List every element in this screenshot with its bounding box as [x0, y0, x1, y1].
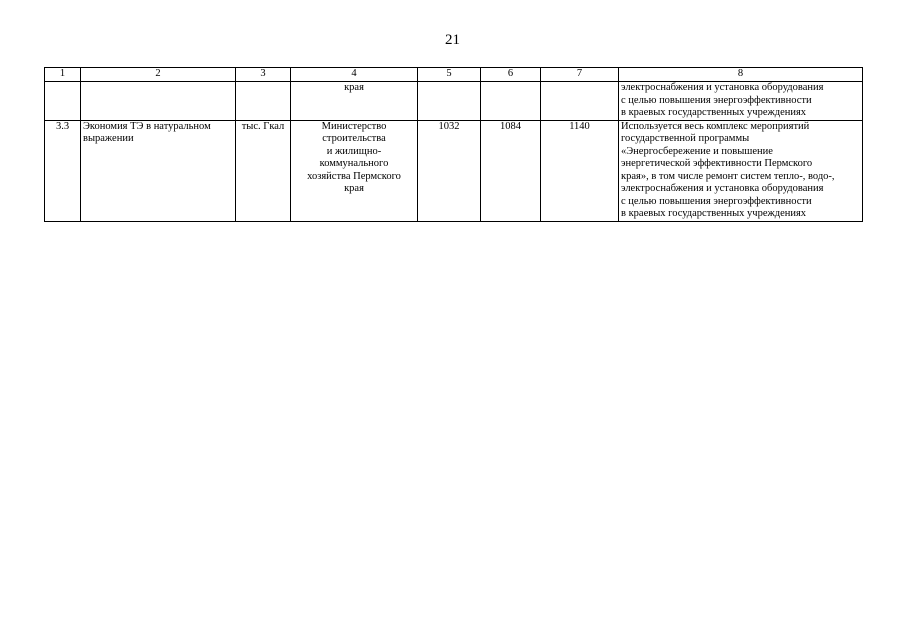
column-header: 5 [418, 68, 481, 82]
text-line: с целью повышения энергоэффективности [621, 94, 812, 106]
cell-responsible [291, 120, 418, 221]
text-line: Используется весь комплекс мероприятий [621, 120, 810, 132]
text-line: Экономия ТЭ в натуральном [83, 120, 211, 132]
column-header: 1 [45, 68, 81, 82]
text-line: выражении [83, 133, 134, 144]
cell-description [619, 120, 863, 221]
text-line: коммунального [319, 158, 389, 169]
text-line: с целью повышения энергоэффективности [621, 195, 812, 207]
cell-number: 3.3 [45, 120, 81, 221]
cell-value-7: 1140 [541, 120, 619, 221]
column-header: 6 [481, 68, 541, 82]
cell-value-6 [481, 82, 541, 121]
text-line: края [344, 183, 364, 194]
text-line: в краевых государственных учреждениях [621, 208, 807, 219]
cell-value-6: 1084 [481, 120, 541, 221]
cell-number [45, 82, 81, 121]
text-line: строительства [322, 133, 386, 144]
text-line: и жилищно- [326, 145, 382, 157]
table-row [45, 120, 863, 221]
header-row [45, 68, 863, 82]
column-header: 3 [236, 68, 291, 82]
text-line: энергетической эффективности Пермского [621, 158, 813, 169]
column-header: 7 [541, 68, 619, 82]
page-number: 21 [445, 32, 460, 48]
text-line: «Энергосбережение и повышение [621, 145, 773, 157]
data-table [44, 67, 863, 222]
cell-indicator [81, 82, 236, 121]
text-line: электроснабжения и установка оборудования [621, 183, 824, 194]
column-header: 4 [291, 68, 418, 82]
table-row [45, 82, 863, 121]
cell-unit: тыс. Гкал [236, 120, 291, 221]
text-line: электроснабжения и установка оборудования [621, 82, 824, 93]
cell-description [619, 82, 863, 121]
cell-value-5: 1032 [418, 120, 481, 221]
cell-indicator [81, 120, 236, 221]
cell-value-7 [541, 82, 619, 121]
text-line: хозяйства Пермского [307, 170, 401, 182]
text-line: Министерство [321, 120, 387, 132]
column-header: 2 [81, 68, 236, 82]
column-header: 8 [619, 68, 863, 82]
cell-value-5 [418, 82, 481, 121]
cell-responsible: края [291, 82, 418, 121]
text-line: государственной программы [621, 133, 750, 144]
text-line: в краевых государственных учреждениях [621, 107, 807, 118]
cell-unit [236, 82, 291, 121]
text-line: края», в том числе ремонт систем тепло-, водо-, [621, 170, 835, 182]
